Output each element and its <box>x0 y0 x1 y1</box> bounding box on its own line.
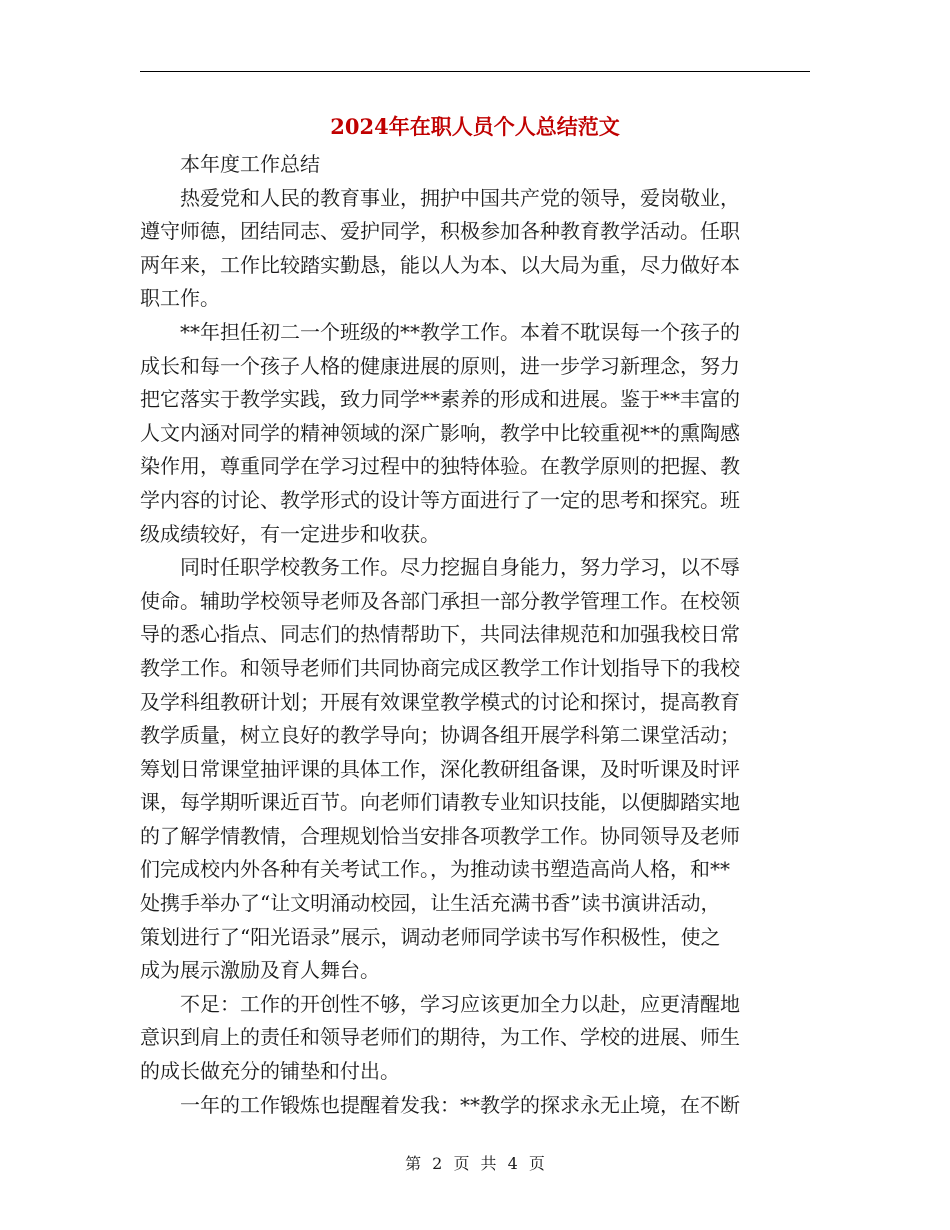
text-line: 人文内涵对同学的精神领域的深广影响，教学中比较重视**的熏陶感 <box>140 420 740 445</box>
text-line: 的成长做充分的铺垫和付出。 <box>140 1059 400 1084</box>
text-line: 同时任职学校教务工作。尽力挖掘自身能力，努力学习，以不辱 <box>180 555 740 580</box>
text-line: 及学科组教研计划；开展有效课堂教学模式的讨论和探讨，提高教育 <box>140 689 740 714</box>
header-rule <box>140 71 810 72</box>
text-line: 把它落实于教学实践，致力同学**素养的形成和进展。鉴于**丰富的 <box>140 387 740 412</box>
text-line: 不足：工作的开创性不够，学习应该更加全力以赴，应更清醒地 <box>180 991 740 1016</box>
paragraph <box>140 316 812 551</box>
text-line: 课，每学期听课近百节。向老师们请教专业知识技能，以便脚踏实地 <box>140 790 740 815</box>
text-line: 使命。辅助学校领导老师及各部门承担一部分教学管理工作。在校领 <box>140 588 740 613</box>
paragraph <box>140 182 812 316</box>
paragraph <box>140 1089 812 1123</box>
text-line: **年担任初二一个班级的**教学工作。本着不耽误每一个孩子的 <box>180 319 740 344</box>
paragraph <box>140 988 812 1089</box>
text-line: 的了解学情教情，合理规划恰当安排各项教学工作。协同领导及老师 <box>140 823 740 848</box>
paragraph <box>140 148 812 182</box>
text-line: 教学工作。和领导老师们共同协商完成区教学工作计划指导下的我校 <box>140 655 740 680</box>
text-line: 们完成校内外各种有关考试工作。，为推动读书塑造高尚人格，和** <box>140 857 730 882</box>
text-line: 本年度工作总结 <box>180 152 320 176</box>
text-line: 染作用，尊重同学在学习过程中的独特体验。在教学原则的把握、教 <box>140 454 740 479</box>
text-line: 处携手举办了“让文明涌动校园，让生活充满书香”读书演讲活动， <box>140 891 721 916</box>
text-line: 成长和每一个孩子人格的健康进展的原则，进一步学习新理念，努力 <box>140 353 740 378</box>
text-line: 学内容的讨论、教学形式的设计等方面进行了一定的思考和探究。班 <box>140 487 740 512</box>
text-line: 遵守师德，团结同志、爱护同学，积极参加各种教育教学活动。任职 <box>140 219 740 244</box>
text-line: 导的悉心指点、同志们的热情帮助下，共同法律规范和加强我校日常 <box>140 622 740 647</box>
text-line: 热爱党和人民的教育事业，拥护中国共产党的领导，爱岗敬业， <box>180 185 740 210</box>
text-line: 两年来，工作比较踏实勤恳，能以人为本、以大局为重，尽力做好本 <box>140 252 740 277</box>
document-title: 2024年在职人员个人总结范文 <box>330 114 620 139</box>
document-body <box>140 148 812 1122</box>
text-line: 成为展示激励及育人舞台。 <box>140 958 380 983</box>
text-line: 级成绩较好，有一定进步和收获。 <box>140 521 440 546</box>
text-line: 职工作。 <box>140 286 220 311</box>
text-line: 策划进行了“阳光语录”展示，调动老师同学读书写作积极性，使之 <box>140 924 721 949</box>
paragraph <box>140 551 812 988</box>
text-line: 筹划日常课堂抽评课的具体工作，深化教研组备课，及时听课及时评 <box>140 756 740 781</box>
text-line: 一年的工作锻炼也提醒着发我：**教学的探求永无止境，在不断 <box>180 1092 740 1117</box>
page-number: 第 2 页 共 4 页 <box>405 1154 545 1173</box>
text-line: 教学质量，树立良好的教学导向；协调各组开展学科第二课堂活动； <box>140 723 740 748</box>
text-line: 意识到肩上的责任和领导老师们的期待，为工作、学校的进展、师生 <box>140 1025 740 1050</box>
